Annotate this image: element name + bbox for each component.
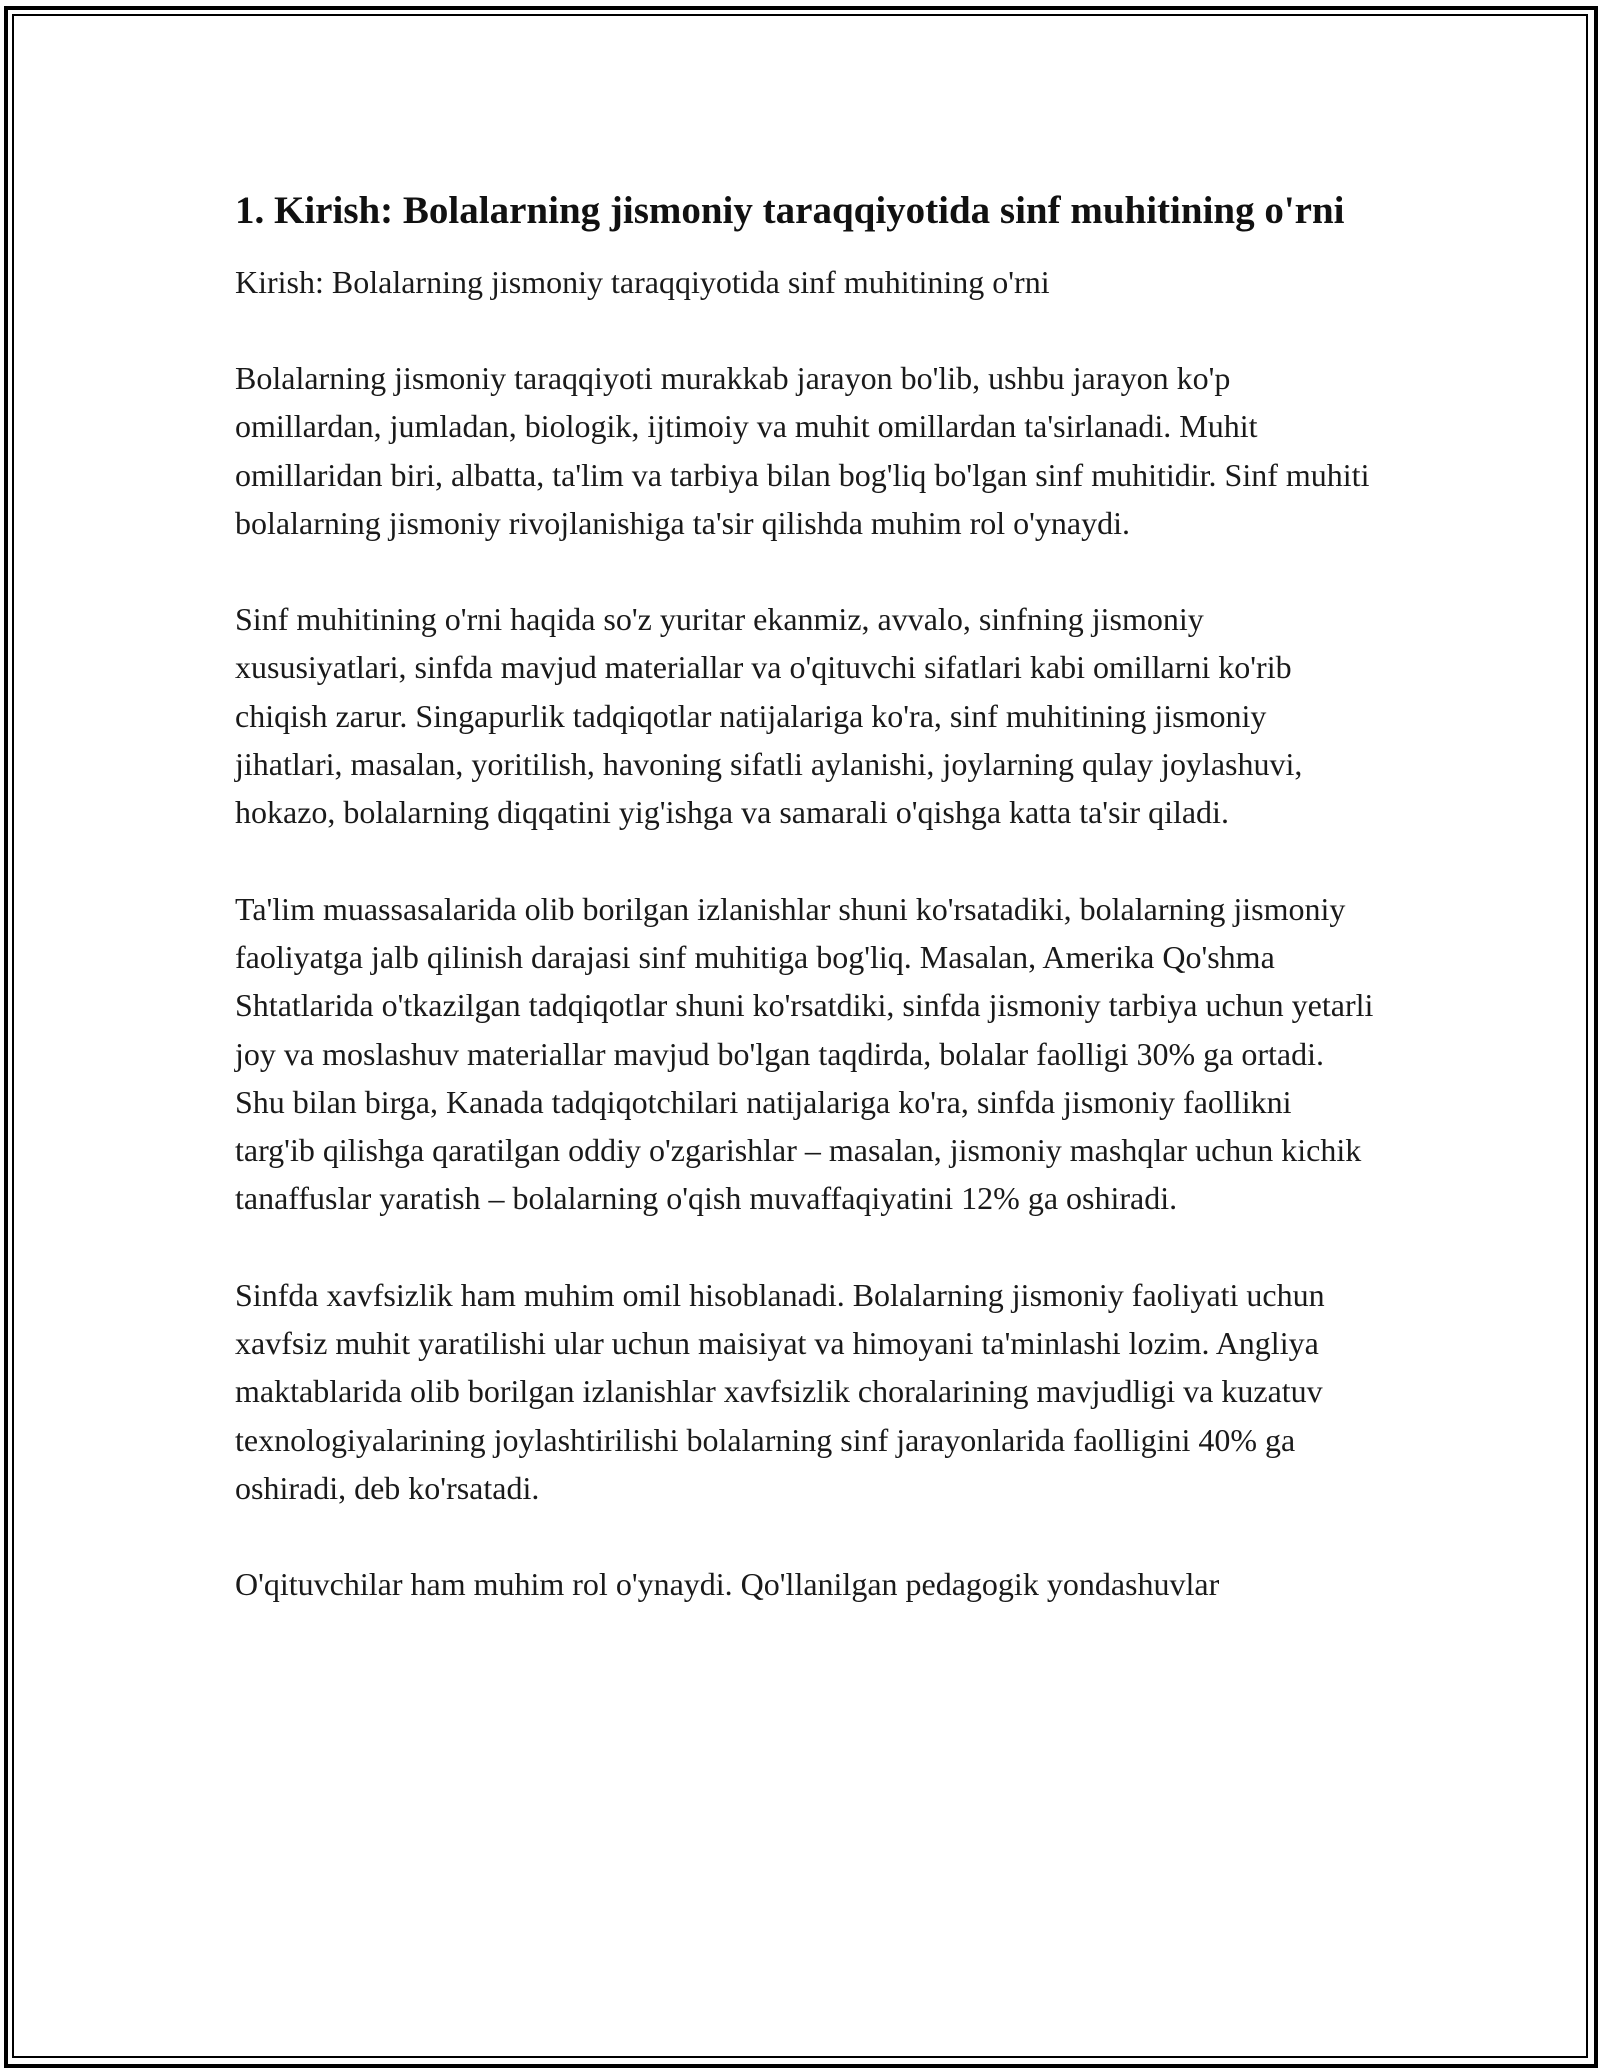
paragraph: Sinf muhitining o'rni haqida so'z yuritar ekanmiz, avvalo, sinfning jismoniy xususiyatlari, sinfda mavjud materiallar va o'qituvchi sifatlari kabi omillarni ko'rib chiqish zarur. Singapurlik tadqiqotlar natijalariga ko'ra, sinf muhitining jismoniy jihatlari, masalan, yoritilish, havoning sifatli aylanishi, joylarning qulay joylashuvi, hokazo, bolalarning diqqatini yig'ishga va samarali o'qishga katta ta'sir qiladi. (235, 601, 1303, 831)
paragraph: O'qituvchilar ham muhim rol o'ynaydi. Qo'llanilgan pedagogik yondashuvlar (235, 1566, 1220, 1603)
paragraph: Bolalarning jismoniy taraqqiyoti murakkab jarayon bo'lib, ushbu jarayon ko'p omillardan, jumladan, biologik, ijtimoiy va muhit omillardan ta'sirlanadi. Muhit omillaridan biri, albatta, ta'lim va tarbiya bilan bog'liq bo'lgan sinf muhitidir. Sinf muhiti bolalarning jismoniy rivojlanishiga ta'sir qilishda muhim rol o'ynaydi. (235, 360, 1370, 541)
document-body (235, 183, 1375, 1609)
paragraph: Ta'lim muassasalarida olib borilgan izlanishlar shuni ko'rsatadiki, bolalarning jismoniy faoliyatga jalb qilinish darajasi sinf muhitiga bog'liq. Masalan, Amerika Qo'shma Shtatlarida o'tkazilgan tadqiqotlar shuni ko'rsatdiki, sinfda jismoniy tarbiya uchun yetarli joy va moslashuv materiallar mavjud bo'lgan taqdirda, bolalar faolligi 30% ga ortadi. Shu bilan birga, Kanada tadqiqotchilari natijalariga ko'ra, sinfda jismoniy faollikni targ'ib qilishga qaratilgan oddiy o'zgarishlar – masalan, jismoniy mashqlar uchun kichik tanaffuslar yaratish – bolalarning o'qish muvaffaqiyatini 12% ga oshiradi. (235, 890, 1374, 1217)
section-subtitle: Kirish: Bolalarning jismoniy taraqqiyotida sinf muhitining o'rni (235, 264, 1050, 300)
paragraph: Sinfda xavfsizlik ham muhim omil hisoblanadi. Bolalarning jismoniy faoliyati uchun xavfsiz muhit yaratilishi ular uchun maisiyat va himoyani ta'minlashi lozim. Angliya maktablarida olib borilgan izlanishlar xavfsizlik choralarining mavjudligi va kuzatuv texnologiyalarining joylashtirilishi bolalarning sinf jarayonlarida faolligini 40% ga oshiradi, deb ko'rsatadi. (235, 1276, 1325, 1506)
section-heading: 1. Kirish: Bolalarning jismoniy taraqqiyotida sinf muhitining o'rni (235, 189, 1345, 232)
